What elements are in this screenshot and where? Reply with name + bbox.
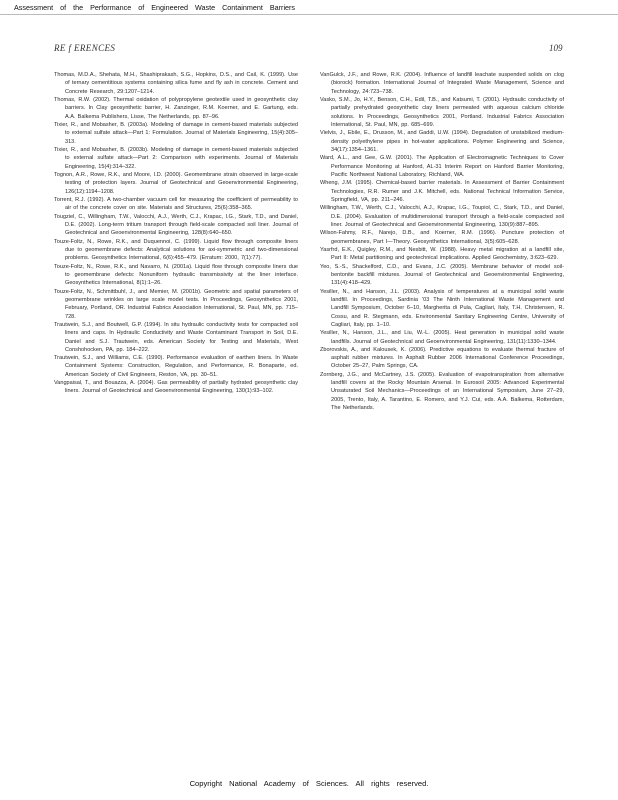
reference-entry: Yesiller, N., Hanson, J.L., and Liu, W.-L. (2005). Heat generation in municipal solid waste landfills. Journal of Geotechnical and Geoenvironmental Engineering, 131(11):1330–1344. xyxy=(320,330,564,345)
reference-entry: Tixier, R., and Mobasher, B. (2003b). Modeling of damage in cement-based materials subjected to external sulfate attack—Part 2: Comparison with experiments. Journal of Materials Engineering, 15(4):314–322. xyxy=(54,146,298,170)
reference-entry: Tixier, R., and Mobasher, B. (2003a). Modeling of damage in cement-based materials subjected to external sulfate attack—Part 1: Formulation. Journal of Materials Engineering, 15(4):305–313. xyxy=(54,121,298,145)
reference-entry: Touze-Foltz, N., Schmittbuhl, J., and Memier, M. (2001b). Geometric and spatial parameters of geomembrane wrinkles on large scale model tests. In Proceedings, Geosynthetics 2001, February, Portland, OR. Industrial Fabrics Association International, St. Paul, MN, pp. 715–728. xyxy=(54,288,298,320)
reference-entry: Trautwein, S.J., and Boutwell, G.P. (1994). In situ hydraulic conductivity tests for compacted soil liners and caps. In Hydraulic Conductivity and Waste Contaminant Transport in Soil, D.E. Daniel and S.J. Trautwein, eds. American Society for Testing and Materials, West Conshohocken, PA, pp. 184–222. xyxy=(54,321,298,353)
copyright-footer: Copyright National Academy of Sciences. All rights reserved. xyxy=(189,779,429,788)
running-head: Assessment of the Performance of Engineered Waste Containment Barriers xyxy=(14,3,296,12)
reference-entry: Vielvis, J., Ebile, E., Drusson, M., and Gaddi, U.W. (1994). Degradation of unstabilized medium-density polyethylene pipes in hot-water applications. Polymer Engineering and Science, 34(17):1354–1361. xyxy=(320,130,564,153)
reference-entry: Yasrfrd, E.K., Quigley, R.M., and Nesbitt, W. (1988). Heavy metal migration at a landfill site, Part II: Metal partitioning and geotechnical implications. Applied Geochemistry, 3:623–629. xyxy=(320,246,564,262)
reference-entry: Willingham, T.W., Werth, C.J., Valocchi, A.J., Krapac, I.G., Toupiol, C., Stark, T.D., and Daniel, D.E. (2004). Evaluation of multidimensional transport through a field-scale compacted soil liner. Journal of Geotechnical and Geoenvironmental Engineering, 130(9):887–895. xyxy=(320,205,564,228)
references-left-column xyxy=(54,71,298,396)
reference-entry: Torrent, R.J. (1992). A two-chamber vacuum cell for measuring the coefficient of permeability to air of the concrete cover on site. Materials and Structures, 25(6):358–365. xyxy=(54,196,298,212)
reference-entry: Ward, A.L., and Gee, G.W. (2001). The Application of Electromagnetic Techniques to Cover Performance Monitoring at Hanford, AL-31 Interim Report on Hanford Barrier Monitoring, Pacific Northwest National Laboratory, Richland, WA. xyxy=(320,155,564,178)
reference-entry: Vangpaisal, T., and Bouazza, A. (2004). Gas permeability of partially hydrated geosynthetic clay liners. Journal of Geotechnical and Geoenvironmental Engineering, 130(1):93–102. xyxy=(54,380,298,395)
page-number: 109 xyxy=(549,43,563,53)
reference-entry: Wilson-Fahmy, R.F., Narejo, D.B., and Koerner, R.M. (1996). Puncture protection of geomembranes, Part I—Theory. Geosynthetics International, 3(5):605–628. xyxy=(320,230,564,245)
reference-entry: Trautwein, S.J., and Williams, C.E. (1990). Performance evaluation of earthen liners. In Waste Containment Systems: Construction, Regulation, and Performance, R. Bonaparte, ed. American Society of Civil Engineers, Reston, VA, pp. 30–51. xyxy=(54,355,298,378)
reference-entry: Touze-Foltz, N., Rowe, R.K., and Duquennoi, C. (1999). Liquid flow through composite liners due to geomembrane defects: Analytical solutions for axi-symmetric and two-dimensional problems. Geosynthetics International, 6(6):455–479. (Erratum: 2000, 7(1):77). xyxy=(54,238,298,262)
reference-entry: Zornberg, J.G., and McCartney, J.S. (2005). Evaluation of evapotranspiration from alternative landfill covers at the Rocky Mountain Arsenal. In Eurosoil 2005: Advanced Experimental Unsaturated Soil Mechanics—Proceedings of an International Symposium, June 27–29, 2005, Trento, Italy, A. Tarantino, E. Romero, and Y.J. Cui, eds. A.A. Balkema, Rotterdam, The Netherlands. xyxy=(320,371,564,412)
reference-entry: Zborovskis, A., and Kalousek, K. (2006). Predictive equations to evaluate thermal fracture of asphalt rubber mixtures. In Asphalt Rubber 2006 International Conference Proceedings, October 25–27, Palm Springs, CA. xyxy=(320,346,564,370)
reference-entry: Yesiller, N., and Hanson, J.L. (2003). Analysis of temperatures at a municipal solid waste landfill. In Proceedings, Sardinia '03 The Ninth International Waste Management and Landfill Symposium, October 6–10, Margherita di Pula, Cagliari, Italy, T.H. Christensen, R. Cossu, and R. Stegmann, eds. Environmental Sanitary Engineering Centre, University of Cagliari, Italy, pp. 1–10. xyxy=(320,288,564,328)
reference-entry: Wheng, J.M. (1995). Chemical-based barrier materials. In Assessment of Barrier Containment Technologies, R.R. Rumer and J.K. Mitchell, eds. National Technical Information Service, Springfield, VA, pp. 211–246. xyxy=(320,180,564,203)
reference-entry: Tougziel, C., Willingham, T.W., Valocchi, A.J., Werth, C.J., Krapac, I.G., Stark, T.D., and Daniel, D.E. (2002). Long-term tritium transport through field-scale compacted soil liner. Journal of Geotechnical and Geoenvironmental Engineering, 128(8):640–650. xyxy=(54,213,298,237)
reference-entry: Thomas, M.D.A., Shehata, M.H., Shashiprakash, S.G., Hopkins, D.S., and Cail, K. (1999). Use of ternary cementitious systems containing silica fume and fly ash in concrete. Cement and Concrete Research, 29:1207–1214. xyxy=(54,72,298,95)
references-right-column xyxy=(320,71,564,412)
reference-entry: Touze-Foltz, N., Rowe, R.K., and Navarro, N. (2001a). Liquid flow through composite liners due to geomembrane defects: Nonuniform hydraulic transmissivity at the liner interface. Geosynthetics International, 8(1):1–26. xyxy=(54,263,298,287)
reference-entry: VanGulck, J.F., and Rowe, R.K. (2004). Influence of landfill leachate suspended solids on clog (biorock) formation. International Journal of Integrated Waste Management, Science and Technology, 24:723–738. xyxy=(320,72,564,95)
header-divider xyxy=(0,14,618,15)
reference-entry: Vasko, S.M., Jo, H.Y., Benson, C.H., Edil, T.B., and Katsumi, T. (2001). Hydraulic conductivity of partially prehydrated geosynthetic clay liners permeated with aqueous calcium chloride solutions. In Proceedings, Geosynthetics 2001, Portland. Industrial Fabrics Association International, St. Paul, MN, pp. 685–699. xyxy=(320,96,564,128)
section-title: RE f ERENCES xyxy=(54,43,116,53)
reference-entry: Yeo, S.-S., Shackelford, C.D., and Evans, J.C. (2005). Membrane behavior of model soil-bentonite backfill mixtures. Journal of Geotechnical and Geoenvironmental Engineering, 131(4):418–429. xyxy=(320,263,564,287)
reference-entry: Thomas, R.W. (2002). Thermal oxidation of polypropylene geotextile used in geosynthetic clay barriers. In Clay geosynthetic barrier, H. Zanzinger, R.M. Koerner, and E. Gartung, eds. A.A. Balkema Publishers, Lisse, The Netherlands, pp. 87–96. xyxy=(54,96,298,120)
reference-entry: Tognon, A.R., Rowe, R.K., and Moore, I.D. (2000). Geomembrane strain observed in large-scale testing of protection layers. Journal of Geotechnical and Geoenvironmental Engineering, 126(12):1194–1208. xyxy=(54,171,298,195)
